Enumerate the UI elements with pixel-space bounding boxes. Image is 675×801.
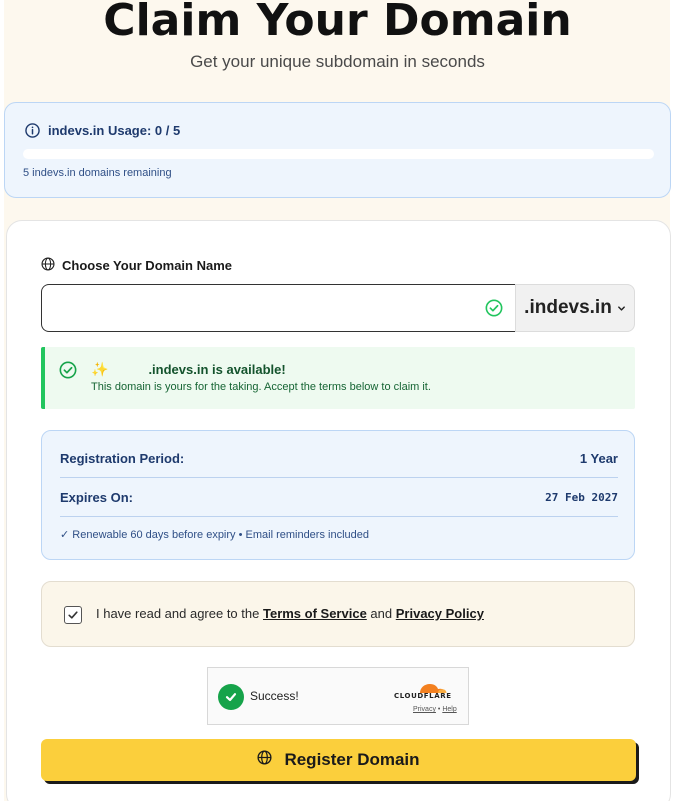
availability-description: This domain is yours for the taking. Accept the terms below to claim it. bbox=[91, 381, 431, 393]
usage-progress-bar bbox=[23, 149, 654, 159]
page-title: Claim Your Domain bbox=[103, 0, 572, 46]
domain-suffix-select[interactable] bbox=[515, 284, 635, 332]
usage-remaining-text: 5 indevs.in domains remaining bbox=[23, 167, 172, 179]
registration-period-row bbox=[60, 451, 618, 466]
usage-card bbox=[4, 102, 671, 198]
availability-alert bbox=[41, 347, 635, 409]
domain-name-label bbox=[41, 257, 232, 274]
domain-name-input[interactable] bbox=[54, 297, 474, 319]
usage-title: indevs.in Usage: 0 / 5 bbox=[48, 123, 181, 138]
renewal-note: ✓ Renewable 60 days before expiry • Email reminders included bbox=[60, 529, 369, 541]
chevron-down-icon bbox=[617, 297, 626, 319]
captcha-help-link[interactable]: Help bbox=[442, 706, 457, 713]
success-check-icon bbox=[218, 684, 244, 710]
expires-row bbox=[60, 490, 618, 505]
info-icon bbox=[25, 123, 40, 138]
redacted-domain-name bbox=[113, 366, 143, 374]
registration-details bbox=[41, 430, 635, 560]
expires-label: Expires On: bbox=[60, 490, 133, 505]
captcha-links bbox=[413, 706, 457, 713]
captcha-link-separator: • bbox=[437, 706, 441, 713]
sparkle-icon: ✨ bbox=[91, 361, 109, 377]
domain-suffix-value: .indevs.in bbox=[524, 297, 612, 318]
register-domain-button[interactable] bbox=[41, 739, 636, 781]
terms-and: and bbox=[370, 606, 393, 621]
check-circle-icon bbox=[59, 361, 77, 384]
domain-name-label-text: Choose Your Domain Name bbox=[62, 258, 232, 273]
expires-value: 27 Feb 2027 bbox=[545, 491, 618, 504]
claim-form-card bbox=[6, 220, 671, 801]
register-domain-label: Register Domain bbox=[284, 750, 420, 769]
domain-input-container bbox=[41, 284, 515, 332]
globe-icon bbox=[257, 750, 272, 770]
page-subtitle: Get your unique subdomain in seconds bbox=[190, 52, 485, 71]
captcha-privacy-link[interactable]: Privacy bbox=[413, 706, 436, 713]
check-circle-icon bbox=[485, 299, 503, 322]
availability-title bbox=[91, 361, 286, 378]
registration-period-label: Registration Period: bbox=[60, 451, 185, 466]
divider bbox=[60, 477, 618, 478]
globe-icon bbox=[41, 257, 55, 274]
terms-checkbox[interactable] bbox=[64, 606, 82, 624]
availability-title-text: .indevs.in is available! bbox=[148, 362, 286, 377]
registration-period-value: 1 Year bbox=[579, 451, 618, 466]
terms-text bbox=[96, 606, 484, 621]
terms-prefix: I have read and agree to the bbox=[96, 606, 260, 621]
usage-header bbox=[25, 123, 180, 138]
terms-of-service-link[interactable]: Terms of Service bbox=[262, 606, 367, 621]
privacy-policy-link[interactable]: Privacy Policy bbox=[395, 606, 484, 621]
terms-agreement bbox=[41, 581, 635, 647]
cloudflare-turnstile-widget[interactable] bbox=[207, 667, 469, 725]
divider bbox=[60, 516, 618, 517]
checkmark-icon bbox=[67, 609, 79, 621]
captcha-status: Success! bbox=[250, 689, 299, 703]
cloudflare-wordmark: CLOUDFLARE bbox=[394, 692, 452, 700]
